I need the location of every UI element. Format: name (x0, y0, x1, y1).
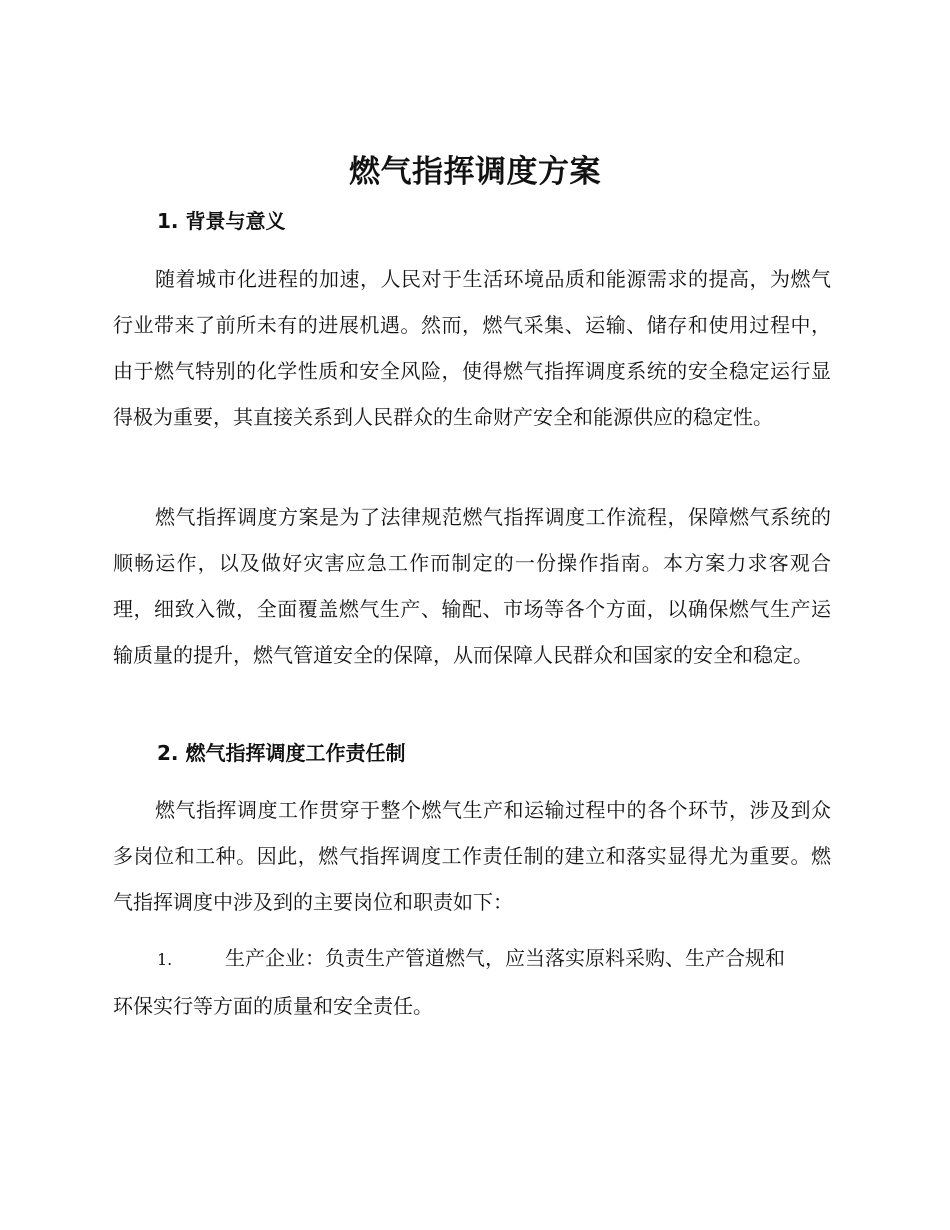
document-title: 燃气指挥调度方案 (349, 154, 601, 190)
paragraph-background-2: 燃气指挥调度方案是为了法律规范燃气指挥调度工作流程，保障燃气系统的顺畅运作，以及做好灾害应急工作而制定的一份操作指南。本方案力求客观合理，细致入微，全面覆盖燃气生产、输配、市场等各个方面，以确保燃气生产运输质量的提升，燃气管道安全的保障，从而保障人民群众和国家的安全和稳定。 (113, 505, 831, 667)
list-item-text: 生产企业：负责生产管道燃气，应当落实原料采购、生产合规和 (225, 946, 785, 970)
list-item-number: 1. (157, 950, 173, 969)
list-item-first-line (113, 935, 831, 983)
section-heading-responsibility: 2. 燃气指挥调度工作责任制 (157, 741, 406, 765)
paragraph-background-1: 随着城市化进程的加速，人民对于生活环境品质和能源需求的提高，为燃气行业带来了前所未有的进展机遇。然而，燃气采集、运输、储存和使用过程中，由于燃气特别的化学性质和安全风险，使得燃气指挥调度系统的安全稳定运行显得极为重要，其直接关系到人民群众的生命财产安全和能源供应的稳定性。 (113, 267, 831, 429)
paragraph-responsibility-1: 燃气指挥调度工作贯穿于整个燃气生产和运输过程中的各个环节，涉及到众多岗位和工种。因此，燃气指挥调度工作责任制的建立和落实显得尤为重要。燃气指挥调度中涉及到的主要岗位和职责如下： (113, 798, 831, 914)
section-heading-background: 1. 背景与意义 (157, 209, 286, 233)
list-item (113, 935, 831, 1029)
list-item-continuation: 环保实行等方面的质量和安全责任。 (113, 994, 433, 1018)
